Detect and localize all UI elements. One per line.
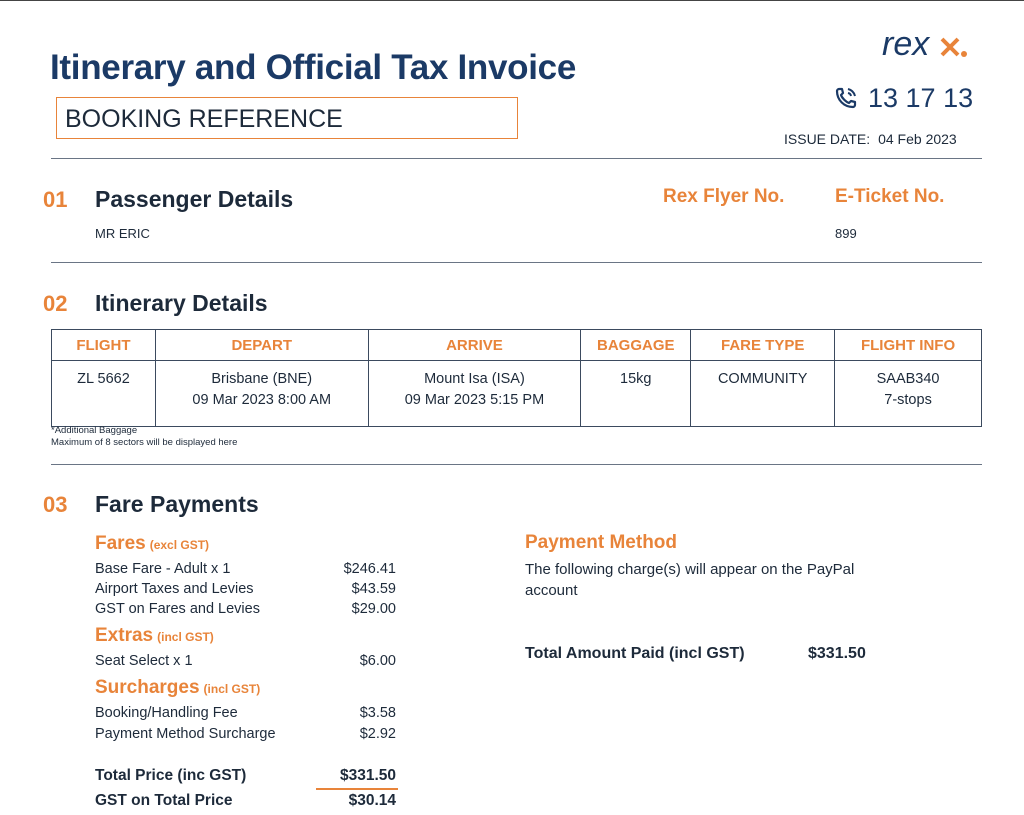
passenger-name: MR ERIC (95, 226, 150, 241)
column-header-flight: FLIGHT (52, 330, 156, 361)
extras-heading-label: Extras (95, 625, 154, 646)
table-row (52, 361, 982, 427)
issue-date-value: 04 Feb 2023 (878, 131, 957, 147)
total-underline (316, 788, 398, 790)
document-title: Itinerary and Official Tax Invoice (50, 48, 576, 87)
fare-type-value: COMMUNITY (691, 361, 835, 427)
fare-item-label: Airport Taxes and Levies (95, 581, 254, 597)
issue-date (784, 131, 957, 147)
payment-method-text: The following charge(s) will appear on the PayPal account (525, 561, 855, 599)
section-title-passenger: Passenger Details (95, 186, 294, 212)
surcharge-item-value: $3.58 (359, 705, 396, 721)
arrive-place: Mount Isa (ISA) (424, 371, 525, 387)
payment-method-heading: Payment Method (525, 532, 678, 553)
fares-heading (95, 533, 209, 555)
itinerary-table (51, 329, 982, 427)
column-header-depart: DEPART (155, 330, 368, 361)
phone-number: 13 17 13 (868, 83, 974, 113)
eticket-label: E-Ticket No. (835, 186, 945, 207)
fare-item-value: $29.00 (351, 601, 396, 617)
rex-logo (880, 27, 975, 67)
fares-qualifier: (excl GST) (149, 538, 210, 552)
issue-date-label: ISSUE DATE: (784, 131, 871, 147)
extra-item-value: $6.00 (359, 653, 396, 669)
total-price-label: Total Price (inc GST) (95, 767, 247, 784)
extras-heading (95, 625, 214, 647)
column-header-flight-info: FLIGHT INFO (835, 330, 982, 361)
depart-cell (155, 361, 368, 427)
phone-icon (834, 86, 858, 110)
flight-info-cell (835, 361, 982, 427)
depart-place: Brisbane (BNE) (211, 371, 313, 387)
surcharge-item-value: $2.92 (359, 726, 396, 742)
itinerary-notes (51, 425, 237, 449)
surcharge-item-label: Payment Method Surcharge (95, 726, 276, 742)
section-number: 02 (43, 291, 68, 316)
column-header-arrive: ARRIVE (368, 330, 581, 361)
section-title-fare-payments: Fare Payments (95, 491, 259, 517)
total-paid-label: Total Amount Paid (incl GST) (525, 645, 745, 662)
fare-item-label: GST on Fares and Levies (95, 601, 260, 617)
surcharges-heading (95, 677, 260, 699)
eticket-value: 899 (835, 226, 857, 241)
divider (51, 158, 982, 159)
baggage-value: 15kg (581, 361, 691, 427)
section-title-itinerary: Itinerary Details (95, 290, 268, 316)
note-max-sectors: Maximum of 8 sectors will be displayed here (51, 437, 238, 448)
column-header-fare-type: FARE TYPE (691, 330, 835, 361)
depart-time: 09 Mar 2023 8:00 AM (192, 392, 332, 408)
flight-number: ZL 5662 (52, 361, 156, 427)
surcharges-heading-label: Surcharges (95, 677, 200, 698)
booking-reference-box (56, 97, 518, 139)
total-price-value: $331.50 (339, 767, 396, 784)
top-border (0, 0, 1024, 1)
surcharge-item-label: Booking/Handling Fee (95, 705, 238, 721)
booking-reference-label: BOOKING REFERENCE (65, 105, 343, 133)
arrive-time: 09 Mar 2023 5:15 PM (404, 392, 545, 408)
gst-total-label: GST on Total Price (95, 792, 233, 809)
arrive-cell (368, 361, 581, 427)
fare-item-label: Base Fare - Adult x 1 (95, 561, 231, 577)
column-header-baggage: BAGGAGE (581, 330, 691, 361)
fare-item-value: $43.59 (351, 581, 396, 597)
section-number: 01 (43, 187, 68, 212)
extras-qualifier: (incl GST) (157, 630, 214, 644)
stops-count: 7-stops (884, 392, 932, 408)
divider (51, 262, 982, 263)
extra-item-label: Seat Select x 1 (95, 653, 193, 669)
total-paid-value: $331.50 (808, 645, 866, 662)
rex-flyer-label: Rex Flyer No. (663, 186, 785, 207)
fares-heading-label: Fares (95, 533, 146, 554)
aircraft-type: SAAB340 (876, 371, 940, 387)
fare-item-value: $246.41 (343, 561, 396, 577)
note-additional-baggage: *Additional Baggage (51, 425, 138, 436)
table-header-row (52, 330, 982, 361)
surcharges-qualifier: (incl GST) (203, 682, 261, 696)
gst-total-value: $30.14 (348, 792, 396, 809)
logo-wordmark: rex (882, 27, 930, 63)
section-number: 03 (43, 492, 68, 517)
divider (51, 464, 982, 465)
